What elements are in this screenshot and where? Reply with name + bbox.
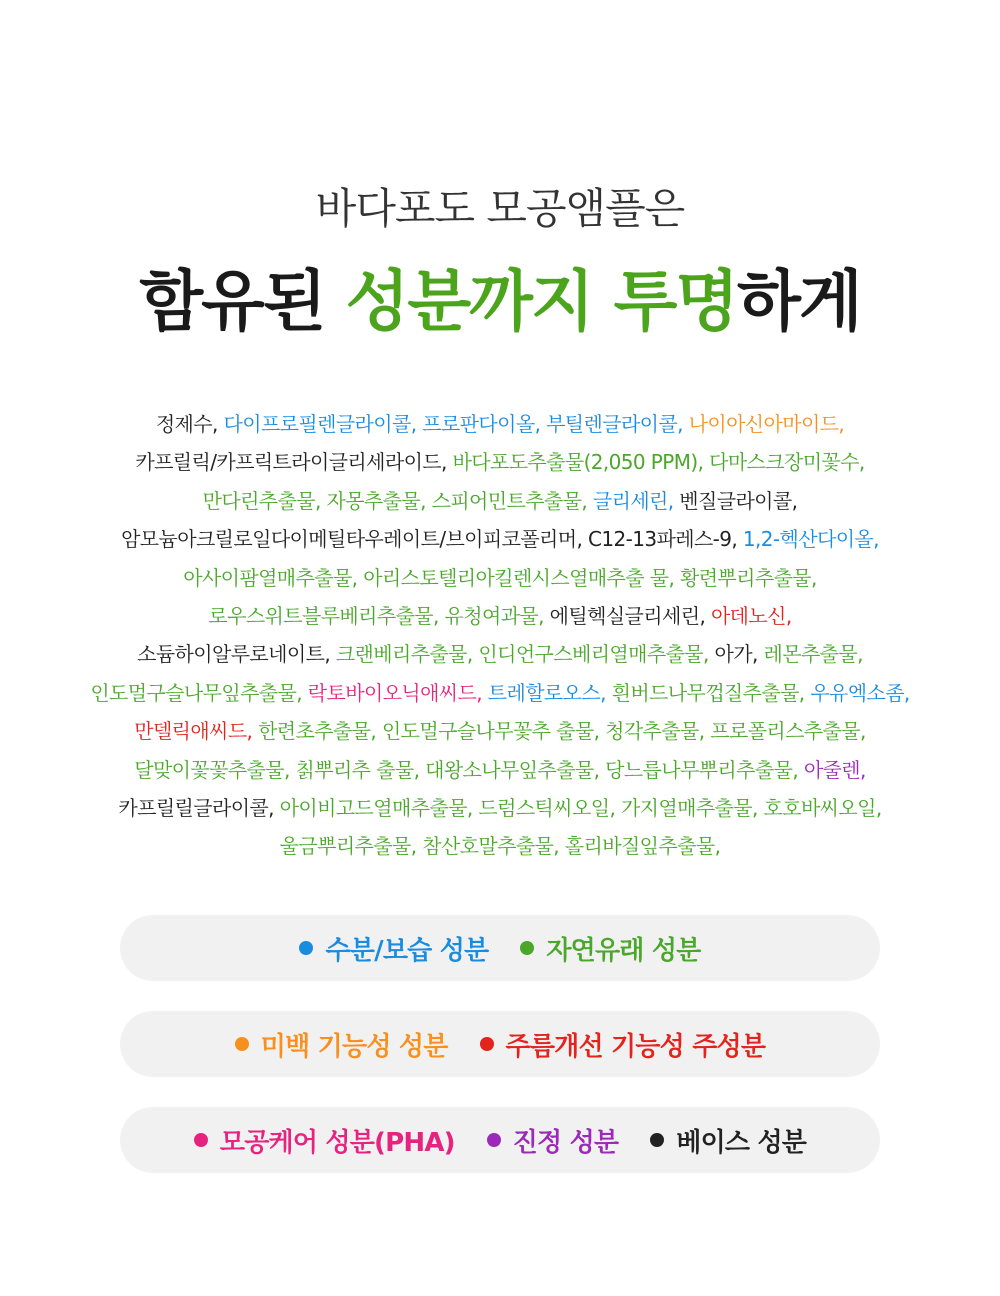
ingredient-item: 호호바씨오일 (763, 796, 876, 821)
legend-label: 주름개선 기능성 주성분 (505, 1031, 766, 1062)
legend-dot-icon (520, 941, 534, 955)
ingredient-separator: , (466, 642, 479, 667)
legend-row-2 (120, 1011, 880, 1077)
ingredient-item: 로우스위트블루베리추출물 (208, 604, 434, 629)
ingredient-separator: , (553, 834, 565, 859)
ingredient-item: 인도멀구슬나무잎추출물 (90, 680, 297, 705)
legend-dot-icon (235, 1037, 249, 1051)
ingredient-item: 아가 (714, 642, 752, 667)
ingredient-separator: , (410, 412, 423, 436)
ingredient-item: 암모늄아크릴로일다이메틸타우레이트/브이피코폴리머 (121, 527, 577, 552)
ingredient-separator: , (413, 757, 426, 782)
legend-item (520, 930, 700, 967)
ingredient-item: 참산호말추출물 (422, 834, 554, 859)
legend-dot-icon (480, 1037, 494, 1051)
legend-label: 진정 성분 (512, 1127, 619, 1158)
ingredient-separator: , (296, 680, 308, 705)
ingredient-item: 다마스크장미꽃수 (709, 450, 859, 475)
legend-row-1 (120, 915, 880, 981)
legend-dot-icon (194, 1133, 208, 1147)
ingredient-item: 아이비고드열매추출물 (279, 796, 467, 821)
ingredient-separator: , (314, 488, 327, 513)
ingredient-item: 카프릴릴글라이콜 (118, 796, 269, 821)
ingredient-item: 아리스토텔리아킬렌시스열매추출 물 (363, 565, 669, 590)
legend-label: 모공케어 성분(PHA) (219, 1127, 455, 1158)
ingredient-separator: , (351, 565, 364, 590)
ingredient-line (40, 597, 960, 635)
ingredient-separator: , (811, 565, 817, 590)
ingredient-line (40, 482, 960, 520)
legend-dot-icon (487, 1133, 501, 1147)
legend-row-3 (120, 1107, 880, 1173)
ingredient-separator: , (858, 450, 865, 475)
ingredient-separator: , (792, 757, 804, 782)
ingredient-separator: , (714, 834, 721, 859)
legend-label: 베이스 성분 (676, 1127, 807, 1158)
ingredient-item: 정제수 (155, 412, 212, 436)
ingredient-item: 흰버드나무껍질추출물 (611, 680, 799, 705)
ingredient-line (40, 789, 960, 827)
ingredient-item: 만다린추출물 (202, 488, 315, 513)
ingredient-separator: , (410, 834, 423, 859)
ingredient-item: 부틸렌글라이콜 (546, 412, 678, 436)
legend-item (480, 1026, 766, 1063)
ingredient-item: 칡뿌리추 출물 (295, 757, 414, 782)
ingredient-separator: , (699, 604, 711, 629)
legend-label: 수분/보습 성분 (325, 935, 489, 966)
ingredient-separator: , (785, 604, 792, 629)
ingredient-item: 1,2-헥산다이올 (742, 527, 874, 552)
ingredient-item: 인도멀구슬나무꽃추 출물 (381, 719, 594, 744)
ingredient-separator: , (838, 412, 845, 436)
ingredient-separator: , (576, 527, 589, 552)
subtitle: 바다포도 모공앰플은 (315, 184, 685, 233)
ingredient-item: 홀리바질잎추출물 (564, 834, 715, 859)
ingredient-separator: , (212, 412, 224, 436)
ingredient-separator: , (466, 796, 479, 821)
ingredient-separator: , (698, 719, 711, 744)
ingredient-separator: , (284, 757, 296, 782)
ingredient-item: 바다포도추출물(2,050 PPM) (452, 450, 698, 475)
ingredient-item: 아줄렌 (803, 757, 860, 782)
ingredient-item: 벤질글라이콜 (679, 488, 792, 513)
ingredient-separator: , (420, 488, 432, 513)
ingredient-item: 트레할로오스 (487, 680, 601, 705)
legend-label: 자연유래 성분 (546, 935, 701, 966)
ingredient-separator: , (677, 412, 689, 436)
ingredient-separator: , (609, 796, 621, 821)
ingredient-separator: , (875, 796, 882, 821)
ingredient-item: 드럼스틱씨오일 (478, 796, 610, 821)
ingredient-item: 당느릅나무뿌리추출물 (605, 757, 793, 782)
legend-item (487, 1122, 619, 1159)
ingredient-item: 프로폴리스추출물 (710, 719, 860, 744)
legend-dot-icon (650, 1133, 664, 1147)
title-part: 함유된 (139, 263, 346, 340)
ingredient-separator: , (433, 604, 445, 629)
ingredient-list (40, 405, 960, 866)
ingredient-line (40, 559, 960, 597)
ingredient-separator: , (593, 719, 606, 744)
ingredient-separator: , (246, 719, 259, 744)
ingredient-separator: , (798, 680, 811, 705)
ingredient-item: 프로판다이올 (422, 412, 535, 436)
ingredient-item: 글리세린 (592, 488, 668, 513)
ingredient-line (40, 827, 960, 865)
page-title (0, 248, 1000, 343)
ingredient-line (40, 674, 960, 712)
ingredient-line (40, 443, 960, 481)
ingredient-item: 울금뿌리추출물 (279, 834, 411, 859)
ingredient-separator: , (268, 796, 280, 821)
ingredient-item: 달맞이꽃꽃추출물 (134, 757, 284, 782)
ingredient-item: 대왕소나무잎추출물 (425, 757, 594, 782)
ingredient-item: 유청여과물 (444, 604, 539, 629)
ingredient-item: 소듐하이알루로네이트 (137, 642, 325, 667)
ingredient-item: 락토바이오닉애씨드 (307, 680, 477, 705)
ingredient-item: 크랜베리추출물 (335, 642, 467, 667)
ingredient-item: 아사이팜열매추출물 (183, 565, 352, 590)
ingredient-separator: , (903, 680, 910, 705)
ingredient-separator: , (791, 488, 798, 513)
ingredient-item: C12-13파레스-9 (588, 527, 732, 552)
ingredient-separator: , (534, 412, 547, 436)
ingredient-line (40, 751, 960, 789)
ingredient-separator: , (752, 796, 764, 821)
ingredient-separator: , (538, 604, 550, 629)
ingredient-item: 우유엑소좀 (810, 680, 904, 705)
ingredient-item: 에틸헥실글리세린 (549, 604, 700, 629)
ingredient-separator: , (581, 488, 593, 513)
ingredient-item: 한련초추출물 (258, 719, 371, 744)
ingredient-line (40, 405, 960, 443)
ingredient-line (40, 635, 960, 673)
ingredient-separator: , (731, 527, 743, 552)
ingredient-separator: , (668, 565, 680, 590)
ingredient-separator: , (667, 488, 680, 513)
ingredient-separator: , (600, 680, 612, 705)
ingredient-separator: , (593, 757, 606, 782)
ingredient-separator: , (873, 527, 879, 552)
ingredient-separator: , (324, 642, 336, 667)
title-part: 하게 (737, 263, 861, 340)
ingredient-item: 청각추출물 (605, 719, 699, 744)
ingredient-item: 스피어민트추출물 (431, 488, 582, 513)
ingredient-item: 다이프로필렌글라이콜 (223, 412, 411, 436)
legend-item (235, 1026, 448, 1063)
ingredient-separator: , (441, 450, 453, 475)
ingredient-item: 자몽추출물 (326, 488, 421, 513)
ingredient-separator: , (697, 450, 710, 475)
legend-item (194, 1122, 455, 1159)
ingredient-separator: , (860, 719, 866, 744)
ingredient-item: 황련뿌리추출물 (679, 565, 812, 590)
ingredient-item: 레몬추출물 (763, 642, 858, 667)
ingredient-separator: , (752, 642, 764, 667)
legend-item (299, 930, 488, 967)
ingredient-item: 만델릭애씨드 (134, 719, 247, 744)
ingredient-separator: , (370, 719, 382, 744)
legend-dot-icon (299, 941, 313, 955)
ingredient-item: 나이아신아마이드 (688, 412, 839, 436)
title-highlight: 성분까지 투명 (345, 263, 738, 340)
ingredient-separator: , (857, 642, 863, 667)
legend-item (650, 1122, 806, 1159)
legend-label: 미백 기능성 성분 (260, 1031, 448, 1062)
ingredient-item: 아데노신 (710, 604, 786, 629)
ingredient-line (40, 520, 960, 558)
ingredient-separator: , (860, 757, 866, 782)
ingredient-item: 인디언구스베리열매추출물 (478, 642, 704, 667)
ingredient-line (40, 712, 960, 750)
ingredient-separator: , (476, 680, 488, 705)
ingredient-item: 가지열매추출물 (620, 796, 752, 821)
ingredient-item: 카프릴릭/카프릭트라이글리세라이드 (135, 450, 442, 475)
ingredient-separator: , (703, 642, 715, 667)
